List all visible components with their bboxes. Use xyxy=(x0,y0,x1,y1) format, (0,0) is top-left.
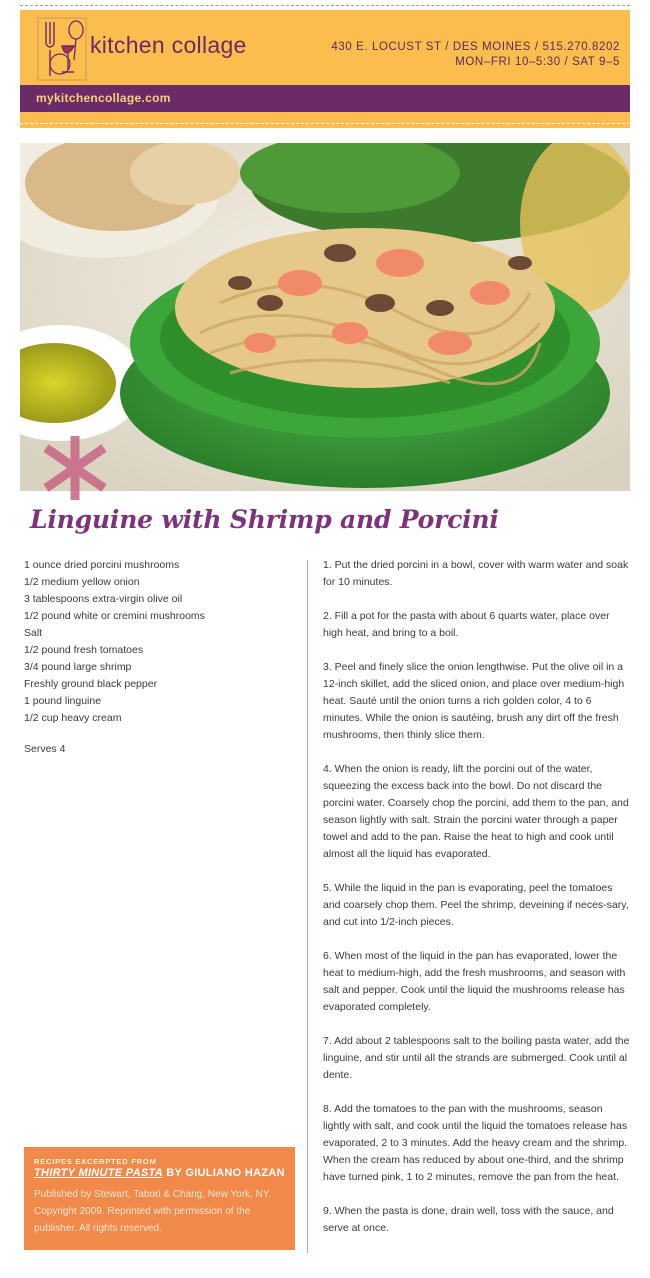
ingredient-item: 3 tablespoons extra-virgin olive oil xyxy=(24,593,183,605)
book-credit-box xyxy=(24,1147,295,1250)
direction-step: 8. Add the tomatoes to the pan with the mushrooms, season lightly with salt, and cook until the liquid the tomatoes release has evaporated, 2 to 3 minutes. Add the heavy cream and the shrimp. When the cream has reduced by about one-third, and the shrimp have turned pink, 1 to 2 minutes, remove the pan from the heat. xyxy=(323,1103,628,1183)
recipe-title: Linguine with Shrimp and Porcini xyxy=(30,505,499,534)
credit-label: RECIPES EXCERPTED FROM xyxy=(34,1157,157,1166)
address-line: 430 E. LOCUST ST / DES MOINES / 515.270.8202 xyxy=(331,41,620,53)
ingredient-item: 1 pound linguine xyxy=(24,695,102,707)
credit-book-line xyxy=(34,1167,285,1179)
ingredient-item: 1/2 cup heavy cream xyxy=(24,712,122,724)
directions-list xyxy=(323,557,630,1254)
ingredient-item: 1/2 pound white or cremini mushrooms xyxy=(24,610,205,622)
direction-step: 3. Peel and finely slice the onion lengthwise. Put the olive oil in a 12-inch skillet, add the sliced onion, and place over medium-high heat. Sauté until the onion turns a rich golden color, 4 to 6 minutes. While the onion is sautéing, brush any dirt off the fresh mushrooms, then thinly slice them. xyxy=(323,661,625,741)
ingredient-item: 1/2 medium yellow onion xyxy=(24,576,140,588)
header-bottom-strip xyxy=(20,112,630,128)
publisher-notice: Published by Stewart, Tabori & Chang, New York, NY. Copyright 2009. Reprinted with permission of the publisher. All rights reserved. xyxy=(34,1189,271,1234)
column-divider xyxy=(307,560,308,1253)
ingredient-item: 1/2 pound fresh tomatoes xyxy=(24,644,144,656)
decorative-asterisk-icon xyxy=(30,430,120,505)
direction-step: 4. When the onion is ready, lift the porcini out of the water, squeezing the excess back into the bowl. Do not discard the porcini water. Coarsely chop the porcini, add them to the pan, and season lightly with salt. Strain the porcini water through a paper towel and add to the pan. Raise the heat to high and cook until almost all the liquid has evaporated. xyxy=(323,763,629,860)
ingredients-list xyxy=(24,557,294,727)
direction-step: 7. Add about 2 tablespoons salt to the boiling pasta water, add the linguine, and stir until all the strands are submerged. Cook until al dente. xyxy=(323,1035,630,1081)
kitchen-utensils-logo-icon xyxy=(36,16,88,82)
direction-step: 2. Fill a pot for the pasta with about 6 quarts water, place over high heat, and bring to a boil. xyxy=(323,610,610,639)
top-dashed-rule xyxy=(20,5,630,6)
direction-step: 5. While the liquid in the pan is evaporating, peel the tomatoes and coarsely chop them. Peel the shrimp, deveining if neces-sary, and cut into 1/2-inch pieces. xyxy=(323,882,629,928)
direction-step: 9. When the pasta is done, drain well, toss with the sauce, and serve at once. xyxy=(323,1205,614,1234)
ingredient-item: 1 ounce dried porcini mushrooms xyxy=(24,559,180,571)
store-header xyxy=(20,10,630,85)
brand-name: kitchen collage xyxy=(90,32,247,58)
book-author: BY GIULIANO HAZAN xyxy=(162,1167,285,1179)
ingredient-item: 3/4 pound large shrimp xyxy=(24,661,132,673)
store-address xyxy=(331,40,620,70)
direction-step: 6. When most of the liquid in the pan has evaporated, lower the heat to medium-high, add the fresh mushrooms, and season with salt and pepper. Cook until the liquid the mushrooms release has evaporated completely. xyxy=(323,950,626,1013)
website-link[interactable]: mykitchencollage.com xyxy=(36,91,171,105)
book-title[interactable]: THIRTY MINUTE PASTA xyxy=(34,1167,163,1179)
ingredient-item: Freshly ground black pepper xyxy=(24,678,158,690)
hours-line: MON–FRI 10–5:30 / SAT 9–5 xyxy=(455,56,620,68)
stitched-rule xyxy=(20,123,630,124)
ingredient-item: Salt xyxy=(24,627,43,639)
direction-step: 1. Put the dried porcini in a bowl, cover with warm water and soak for 10 minutes. xyxy=(323,559,629,588)
serves-count: Serves 4 xyxy=(24,743,66,755)
website-bar xyxy=(20,85,630,112)
